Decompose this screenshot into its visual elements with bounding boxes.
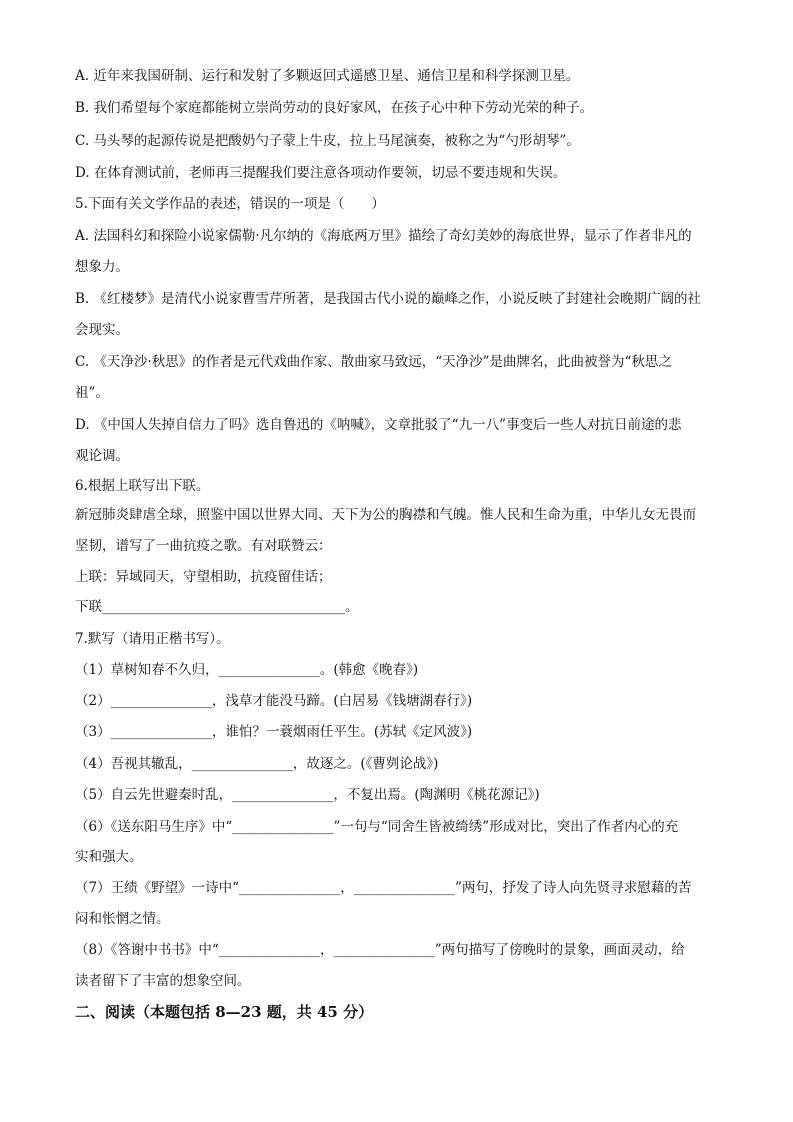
q5-stem: 5.下面有关文学作品的表述，错误的一项是（ ） <box>75 196 385 212</box>
q5-option-a-line1: A. 法国科幻和探险小说家儒勒·凡尔纳的《海底两万里》描绘了奇幻美妙的海底世界，显示了作者非凡的 <box>75 228 692 244</box>
q5-option-c-line1: C. 《天净沙·秋思》的作者是元代戏曲作家、散曲家马致远，“天净沙”是曲牌名，此曲被誉为“秋思之 <box>75 354 672 370</box>
q7-item-4: （4）吾视其辙乱，_______________，故逐之。(《曹刿论战》) <box>75 756 439 772</box>
q6-passage-line1: 新冠肺炎肆虐全球，照鉴中国以世界大同、天下为公的胸襟和气魄。惟人民和生命为重，中华儿女无畏而 <box>75 507 696 523</box>
q4-option-b: B. 我们希望每个家庭都能树立崇尚劳动的良好家风，在孩子心中种下劳动光荣的种子。 <box>75 100 594 116</box>
q6-upper-couplet: 上联：异域同天，守望相助，抗疫留佳话； <box>75 569 332 585</box>
q4-option-c: C. 马头琴的起源传说是把酸奶勺子蒙上牛皮，拉上马尾演奏，被称之为“勺形胡琴”。 <box>75 133 580 149</box>
q5-option-b-line1: B. 《红楼梦》是清代小说家曹雪芹所著，是我国古代小说的巅峰之作，小说反映了封建社会晚期广阔的社 <box>75 291 702 307</box>
q7-item-8-line2: 读者留下了丰富的想象空间。 <box>75 973 251 989</box>
q6-passage-line2: 坚韧，谱写了一曲抗疫之歌。有对联赞云： <box>75 538 332 554</box>
q7-item-7-line1: （7）王绩《野望》一诗中“_______________，_______________”两句，抒发了诗人向先贤寻求慰藉的苦 <box>75 880 692 896</box>
q7-item-6-line2: 实和强大。 <box>75 849 143 865</box>
q7-item-5: （5）自云先世避秦时乱，_______________，不复出焉。(陶渊明《桃花源记》) <box>75 787 540 803</box>
q5-option-c-line2: 祖”。 <box>75 385 109 401</box>
q7-item-8-line1: （8）《答谢中书书》中“_______________，_______________”两句描写了傍晚时的景象，画面灵动，给 <box>75 942 685 958</box>
q4-option-a: A. 近年来我国研制、运行和发射了多颗返回式遥感卫星、通信卫星和科学探测卫星。 <box>75 68 580 84</box>
q7-item-2: （2）_______________，浅草才能没马蹄。(白居易《钱塘湖春行》) <box>75 693 473 709</box>
q5-option-b-line2: 会现实。 <box>75 322 129 338</box>
q7-item-1: （1）草树知春不久归，_______________。(韩愈《晚春》) <box>75 662 419 678</box>
q6-lower-couplet-blank: 下联____________________________________。 <box>75 599 359 615</box>
q5-option-a-line2: 想象力。 <box>75 259 129 275</box>
q4-option-d: D. 在体育测试前，老师再三提醒我们要注意各项动作要领，切忌不要违规和失误。 <box>75 165 567 181</box>
q7-item-3: （3）_______________，谁怕？一蓑烟雨任平生。(苏轼《定风波》) <box>75 724 473 740</box>
q6-stem: 6.根据上联写出下联。 <box>75 478 210 494</box>
q7-item-6-line1: （6）《送东阳马生序》中“_______________”一句与“同舍生皆被绮绣”形成对比，突出了作者内心的充 <box>75 819 679 835</box>
q5-option-d-line2: 观论调。 <box>75 448 129 464</box>
q5-option-d-line1: D. 《中国人失掉自信力了吗》选自鲁迅的《呐喊》，文章批驳了“九一八”事变后一些人对抗日前途的悲 <box>75 417 682 433</box>
q7-stem: 7.默写（请用正楷书写）。 <box>75 631 230 647</box>
q7-item-7-line2: 闷和怅惘之情。 <box>75 911 170 927</box>
section-2-heading: 二、阅读（本题包括 8—23 题，共 45 分） <box>75 1003 374 1021</box>
